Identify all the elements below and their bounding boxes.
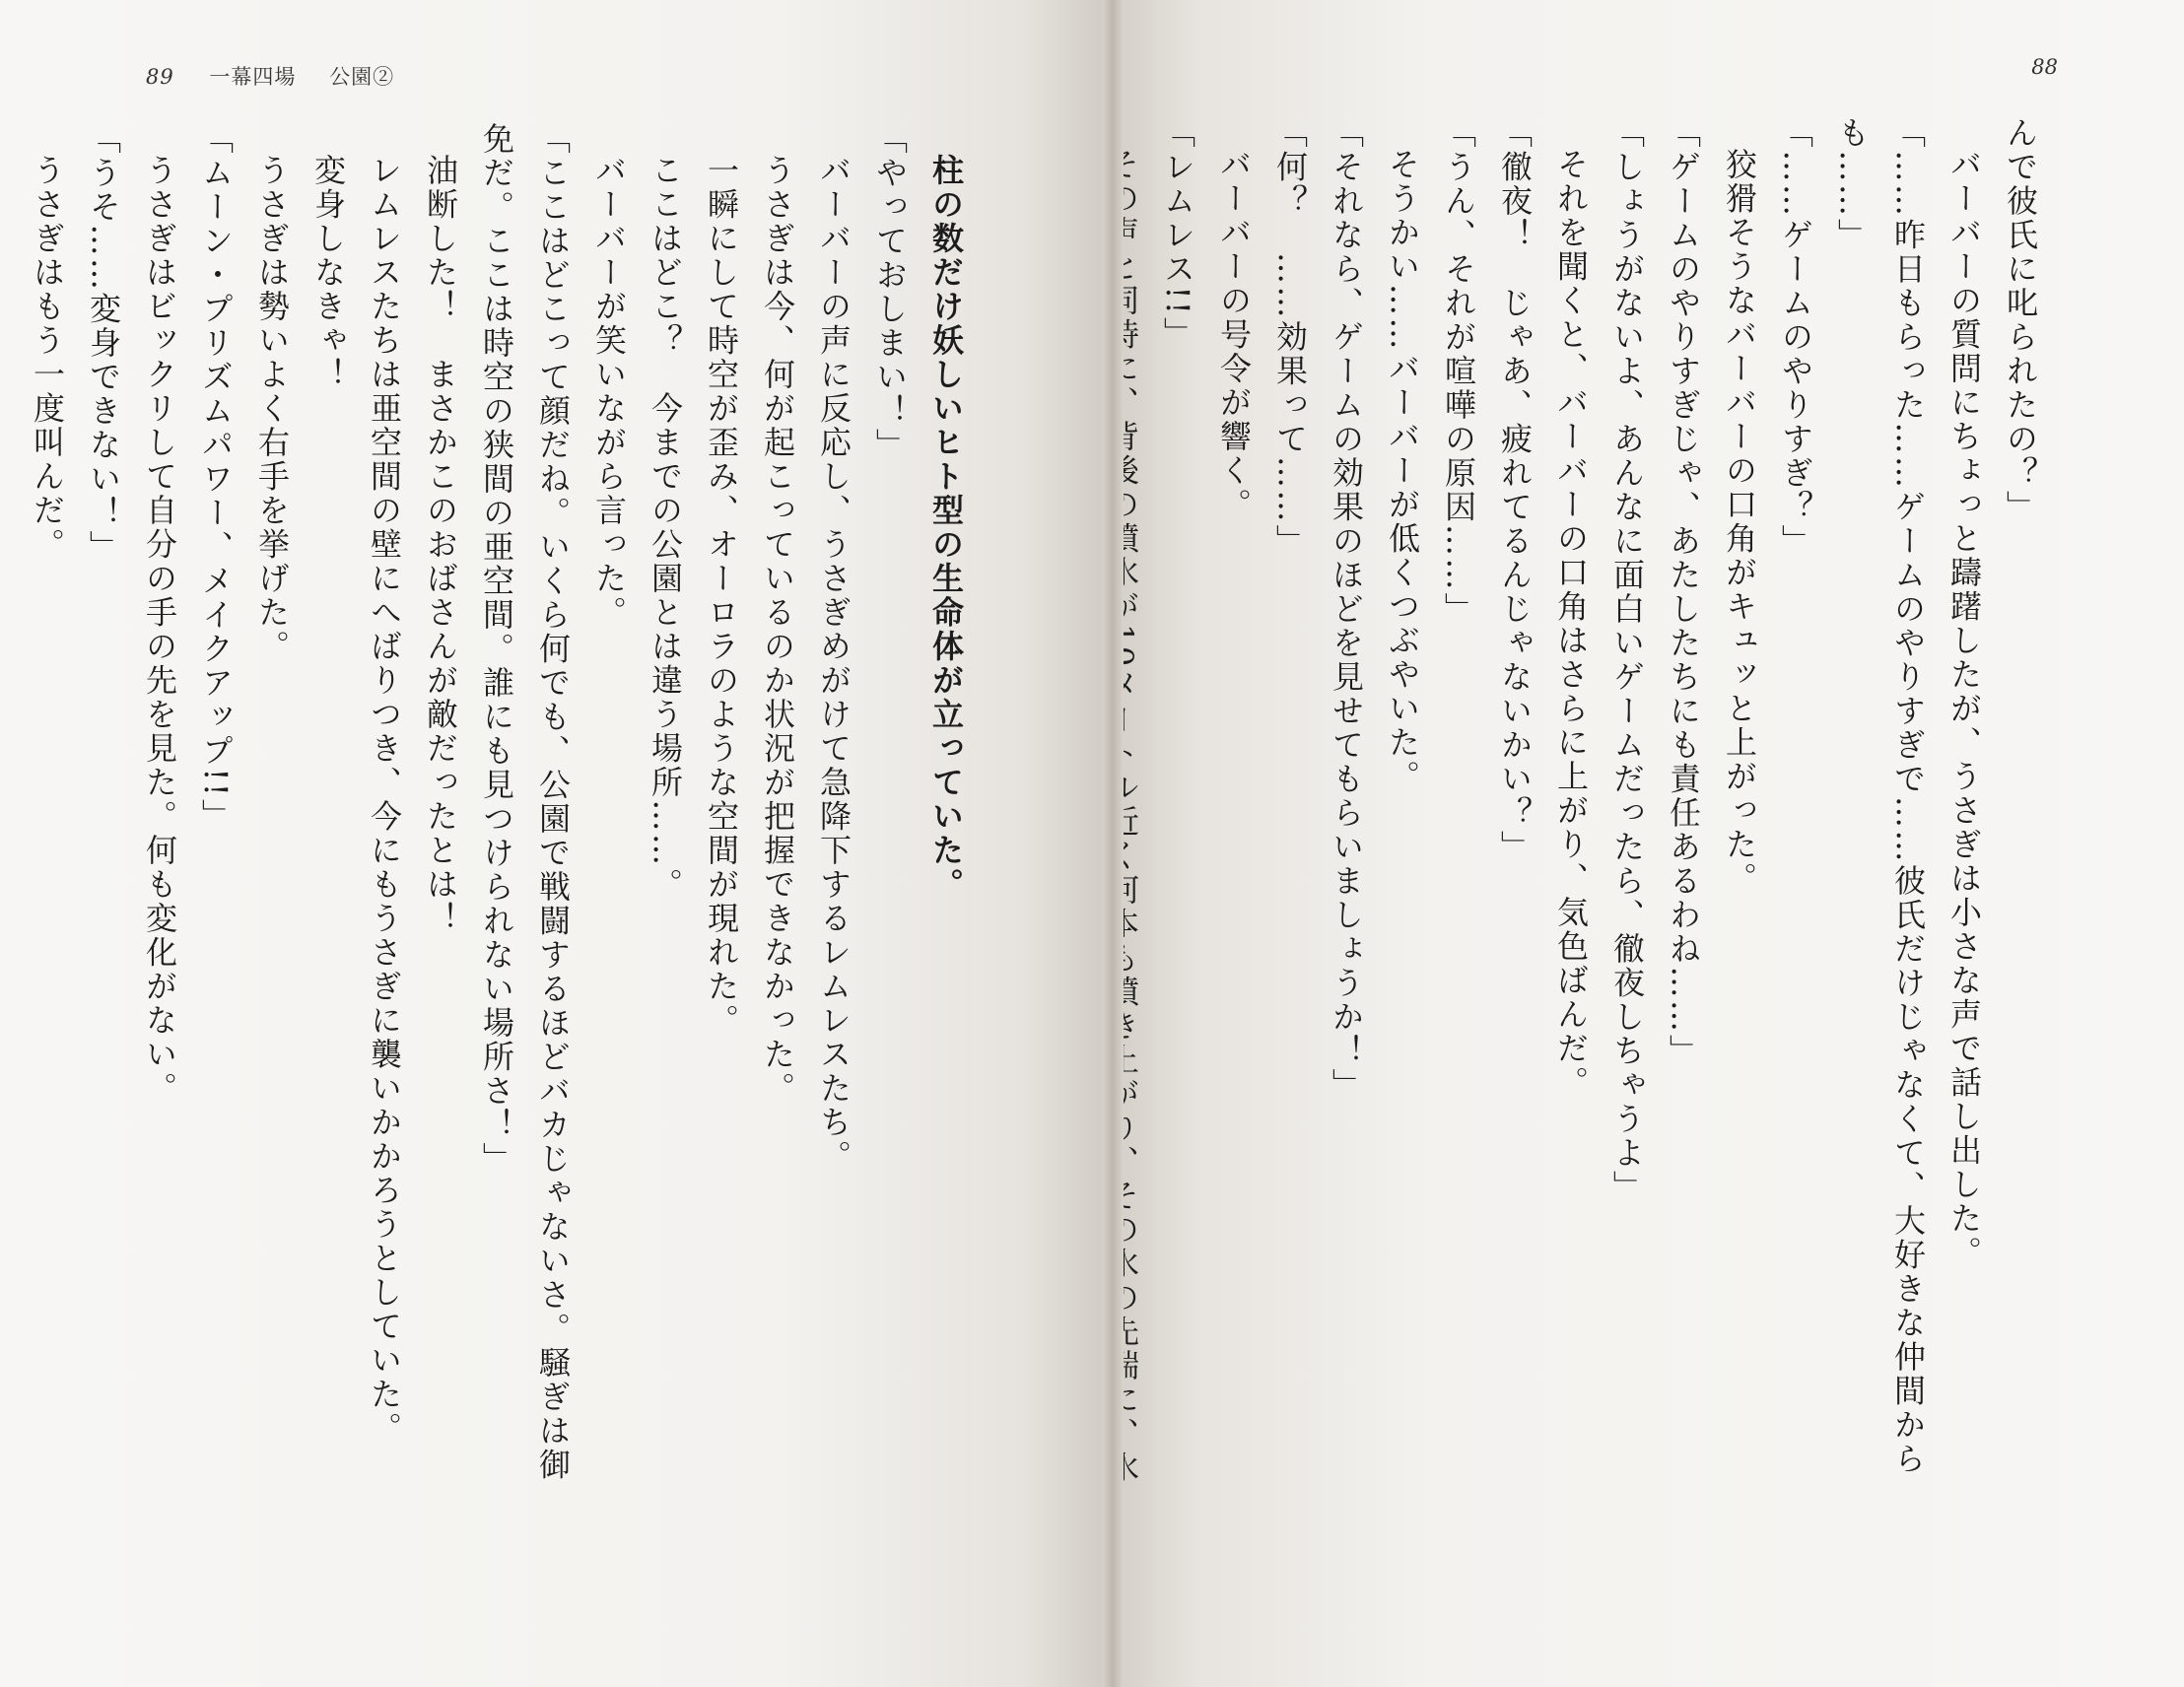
text-line: うさぎは今、何が起こっているのか状況が把握できなかった。 [759,154,796,1106]
text-line: んで彼氏に叱られたの？」 [2002,116,2039,524]
running-header-left [146,61,394,91]
text-line: 油断した！ まさかこのおばさんが敵だったとは！ [422,154,459,936]
text-line: 「それなら、ゲームの効果のほどを見せてもらいましょうか！」 [1328,116,1365,1103]
page-number-right: 88 [2031,55,2058,79]
text-line: 「……ゲームのやりすぎ？」 [1777,116,1814,559]
text-line: 変身しなきゃ！ [309,154,347,392]
text-line: 「ゲームのやりすぎじゃ、あたしたちにも責任あるわね……」 [1665,116,1702,1068]
text-line: 「ここはどこって顔だね。いくら何でも、公園で戦闘するほどバカじゃないさ。騒ぎは御 [534,122,572,1482]
text-line: 「徹夜！ じゃあ、疲れてるんじゃないかい？」 [1496,116,1534,864]
text-line: レムレスたちは亜空間の壁にへばりつき、今にもうさぎに襲いかかろうとしていた。 [366,154,403,1446]
text-line: 免だ。ここは時空の狭間の亜空間。誰にも見つけられない場所さ！」 [478,122,515,1177]
section-title: 公園② [329,65,395,89]
text-line: 「……昨日もらった……ゲームのやりすぎで……彼氏だけじゃなくて、大好きな仲間から [1889,116,1927,1476]
text-line: も……」 [1833,116,1871,252]
page-number-left: 89 [146,65,174,89]
text-line: バーバーの号令が響く。 [1215,148,1253,522]
text-line: 「しょうがないよ、あんなに面白いゲームだったら、徹夜しちゃうよ」 [1608,116,1646,1204]
text-line: うさぎはビックリして自分の手の先を見た。何も変化がない。 [141,154,178,1106]
text-line: うさぎはもう一度叫んだ。 [29,154,66,562]
text-line: うさぎは勢いよく右手を挙げた。 [253,154,291,664]
text-line: 柱の数だけ妖しいヒト型の生命体が立っていた。 [927,154,965,902]
text-line: 一瞬にして時空が歪み、オーロラのような空間が現れた。 [703,154,740,1038]
chapter-title: 一幕四場 [209,65,297,89]
text-line: バーバーの声に反応し、うさぎめがけて急降下するレムレスたち。 [815,154,853,1174]
text-line: 「何？ ……効果って……」 [1271,116,1309,559]
left-page-body [28,122,974,1482]
right-page [1112,0,2184,1687]
text-line: 狡猾そうなバーバーの口角がキュッと上がった。 [1721,148,1758,896]
right-page-body [1102,116,2048,1485]
text-line: そうかい……バーバーが低くつぶやいた。 [1384,148,1421,794]
text-line: 「うそ……変身できない！」 [85,122,122,565]
text-line: ここはどこ？ 今までの公園とは違う場所……。 [647,154,684,902]
text-line: 「やっておしまい！」 [871,122,909,462]
text-line: バーバーが笑いながら言った。 [590,154,628,630]
text-line: バーバーの質問にちょっと躊躇したが、うさぎは小さな声で話し出した。 [1945,148,1983,1270]
text-line: 「レムレス!!」 [1159,116,1196,351]
text-line: 「ムーン・プリズムパワー、メイクアップ!!」 [197,122,235,833]
book-gutter [1102,0,1124,1687]
text-line: 「うん、それが喧嘩の原因……」 [1440,116,1477,627]
text-line: それを聞くと、バーバーの口角はさらに上がり、気色ばんだ。 [1552,148,1590,1100]
